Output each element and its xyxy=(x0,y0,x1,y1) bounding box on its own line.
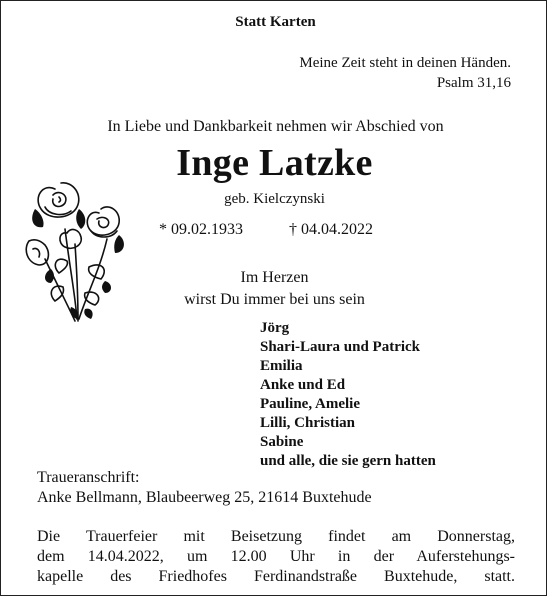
list-item: Jörg xyxy=(260,320,290,336)
death-date: † 04.04.2022 xyxy=(289,221,373,238)
funeral-info xyxy=(37,527,515,587)
memory-verse xyxy=(131,267,418,311)
intro-line: In Liebe und Dankbarkeit nehmen wir Abschied von xyxy=(107,118,444,135)
list-item: Shari-Laura und Patrick xyxy=(260,339,421,355)
maiden-name: geb. Kielczynski xyxy=(224,191,325,207)
deceased-name: Inge Latzke xyxy=(176,142,373,184)
list-item: Emilia xyxy=(260,358,303,374)
quote-text: Meine Zeit steht in deinen Händen. xyxy=(299,55,511,71)
header-title: Statt Karten xyxy=(235,14,316,30)
funeral-line: Die Trauerfeier mit Beisetzung findet am Donnerstag, xyxy=(37,528,515,545)
roses-bouquet-icon xyxy=(15,169,145,327)
address-value: Anke Bellmann, Blaubeerweg 25, 21614 Buxtehude xyxy=(37,489,372,506)
mourning-address xyxy=(37,468,372,508)
bible-quote xyxy=(299,53,511,93)
funeral-line: dem 14.04.2022, um 12.00 Uhr in der Auferstehungs- xyxy=(37,548,515,565)
list-item: Lilli, Christian xyxy=(260,415,356,431)
memory-line-2: wirst Du immer bei uns sein xyxy=(184,291,365,308)
mourners-list xyxy=(260,319,436,471)
birth-date: * 09.02.1933 xyxy=(159,221,243,238)
list-item: Pauline, Amelie xyxy=(260,396,360,412)
list-item: und alle, die sie gern hatten xyxy=(260,453,436,469)
funeral-line: kapelle des Friedhofes Ferdinandstraße Buxtehude, statt. xyxy=(37,568,515,585)
quote-source: Psalm 31,16 xyxy=(436,75,511,91)
address-label: Traueranschrift: xyxy=(37,469,140,486)
memory-line-1: Im Herzen xyxy=(240,269,309,286)
list-item: Anke und Ed xyxy=(260,377,346,393)
list-item: Sabine xyxy=(260,434,304,450)
